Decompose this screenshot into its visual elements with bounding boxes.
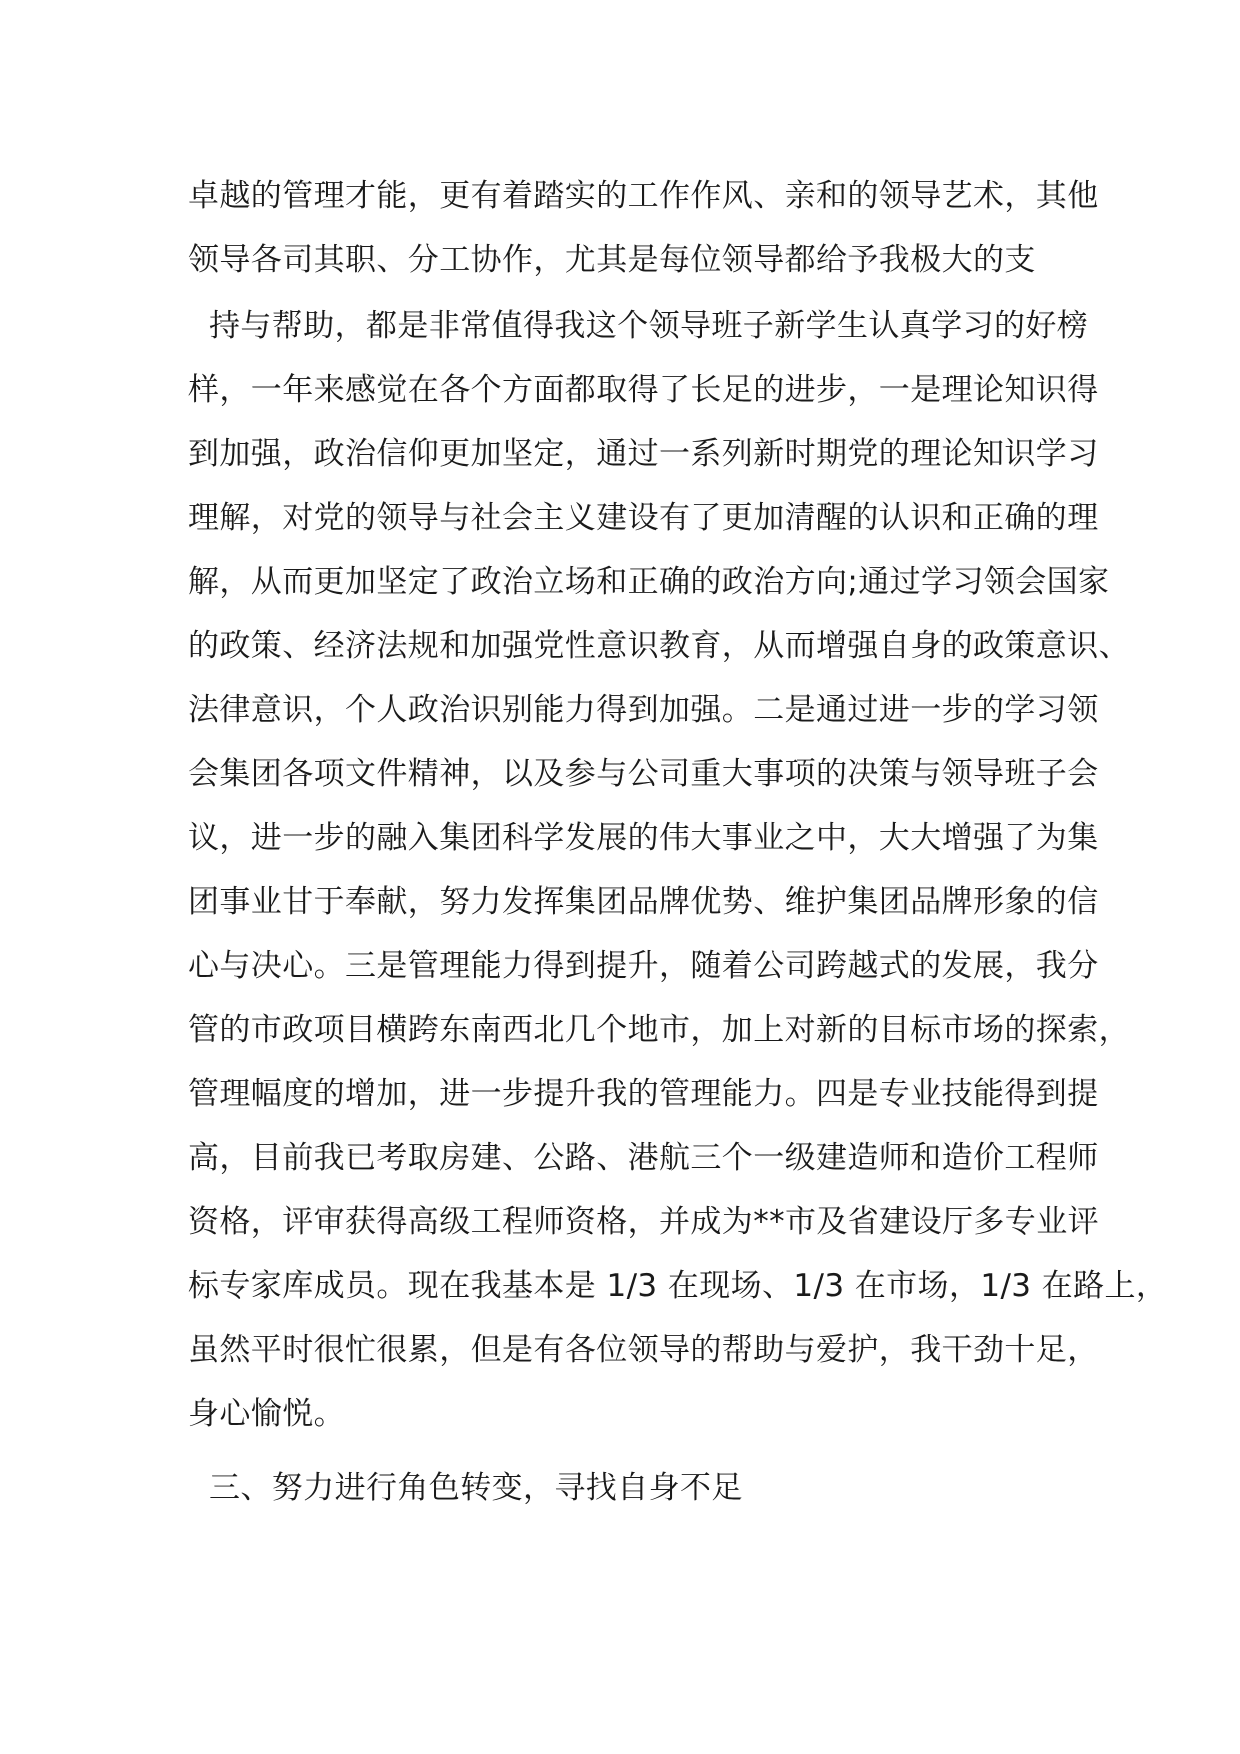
paragraph-line: 管理幅度的增加，进一步提升我的管理能力。四是专业技能得到提 (188, 1076, 1099, 1112)
paragraph-line: 样，一年来感觉在各个方面都取得了长足的进步，一是理论知识得 (188, 372, 1099, 408)
paragraph-line: 高，目前我已考取房建、公路、港航三个一级建造师和造价工程师 (188, 1140, 1099, 1176)
paragraph-line: 领导各司其职、分工协作，尤其是每位领导都给予我极大的支 (188, 242, 1036, 278)
paragraph-line: 虽然平时很忙很累，但是有各位领导的帮助与爱护，我干劲十足， (188, 1332, 1099, 1368)
paragraph-line: 解，从而更加坚定了政治立场和正确的政治方向;通过学习领会国家 (188, 564, 1110, 600)
section-heading: 三、努力进行角色转变，寻找自身不足 (209, 1470, 743, 1506)
paragraph-line: 的政策、经济法规和加强党性意识教育，从而增强自身的政策意识、 (188, 628, 1130, 664)
paragraph-line: 标专家库成员。现在我基本是 1/3 在现场、1/3 在市场，1/3 在路上， (188, 1268, 1168, 1304)
paragraph-line: 卓越的管理才能，更有着踏实的工作作风、亲和的领导艺术，其他 (188, 178, 1099, 214)
paragraph-line: 团事业甘于奉献，努力发挥集团品牌优势、维护集团品牌形象的信 (188, 884, 1099, 920)
paragraph-line: 理解，对党的领导与社会主义建设有了更加清醒的认识和正确的理 (188, 500, 1099, 536)
paragraph-line: 会集团各项文件精神，以及参与公司重大事项的决策与领导班子会 (188, 756, 1099, 792)
paragraph-line: 资格，评审获得高级工程师资格，并成为**市及省建设厅多专业评 (188, 1204, 1099, 1240)
paragraph-line: 议，进一步的融入集团科学发展的伟大事业之中，大大增强了为集 (188, 820, 1099, 856)
paragraph-line: 管的市政项目横跨东南西北几个地市，加上对新的目标市场的探索， (188, 1012, 1130, 1048)
paragraph-line: 到加强，政治信仰更加坚定，通过一系列新时期党的理论知识学习 (188, 436, 1099, 472)
paragraph-line: 持与帮助，都是非常值得我这个领导班子新学生认真学习的好榜 (209, 308, 1089, 344)
paragraph-line: 身心愉悦。 (188, 1396, 345, 1432)
paragraph-line: 心与决心。三是管理能力得到提升，随着公司跨越式的发展，我分 (188, 948, 1099, 984)
paragraph-line: 法律意识，个人政治识别能力得到加强。二是通过进一步的学习领 (188, 692, 1099, 728)
